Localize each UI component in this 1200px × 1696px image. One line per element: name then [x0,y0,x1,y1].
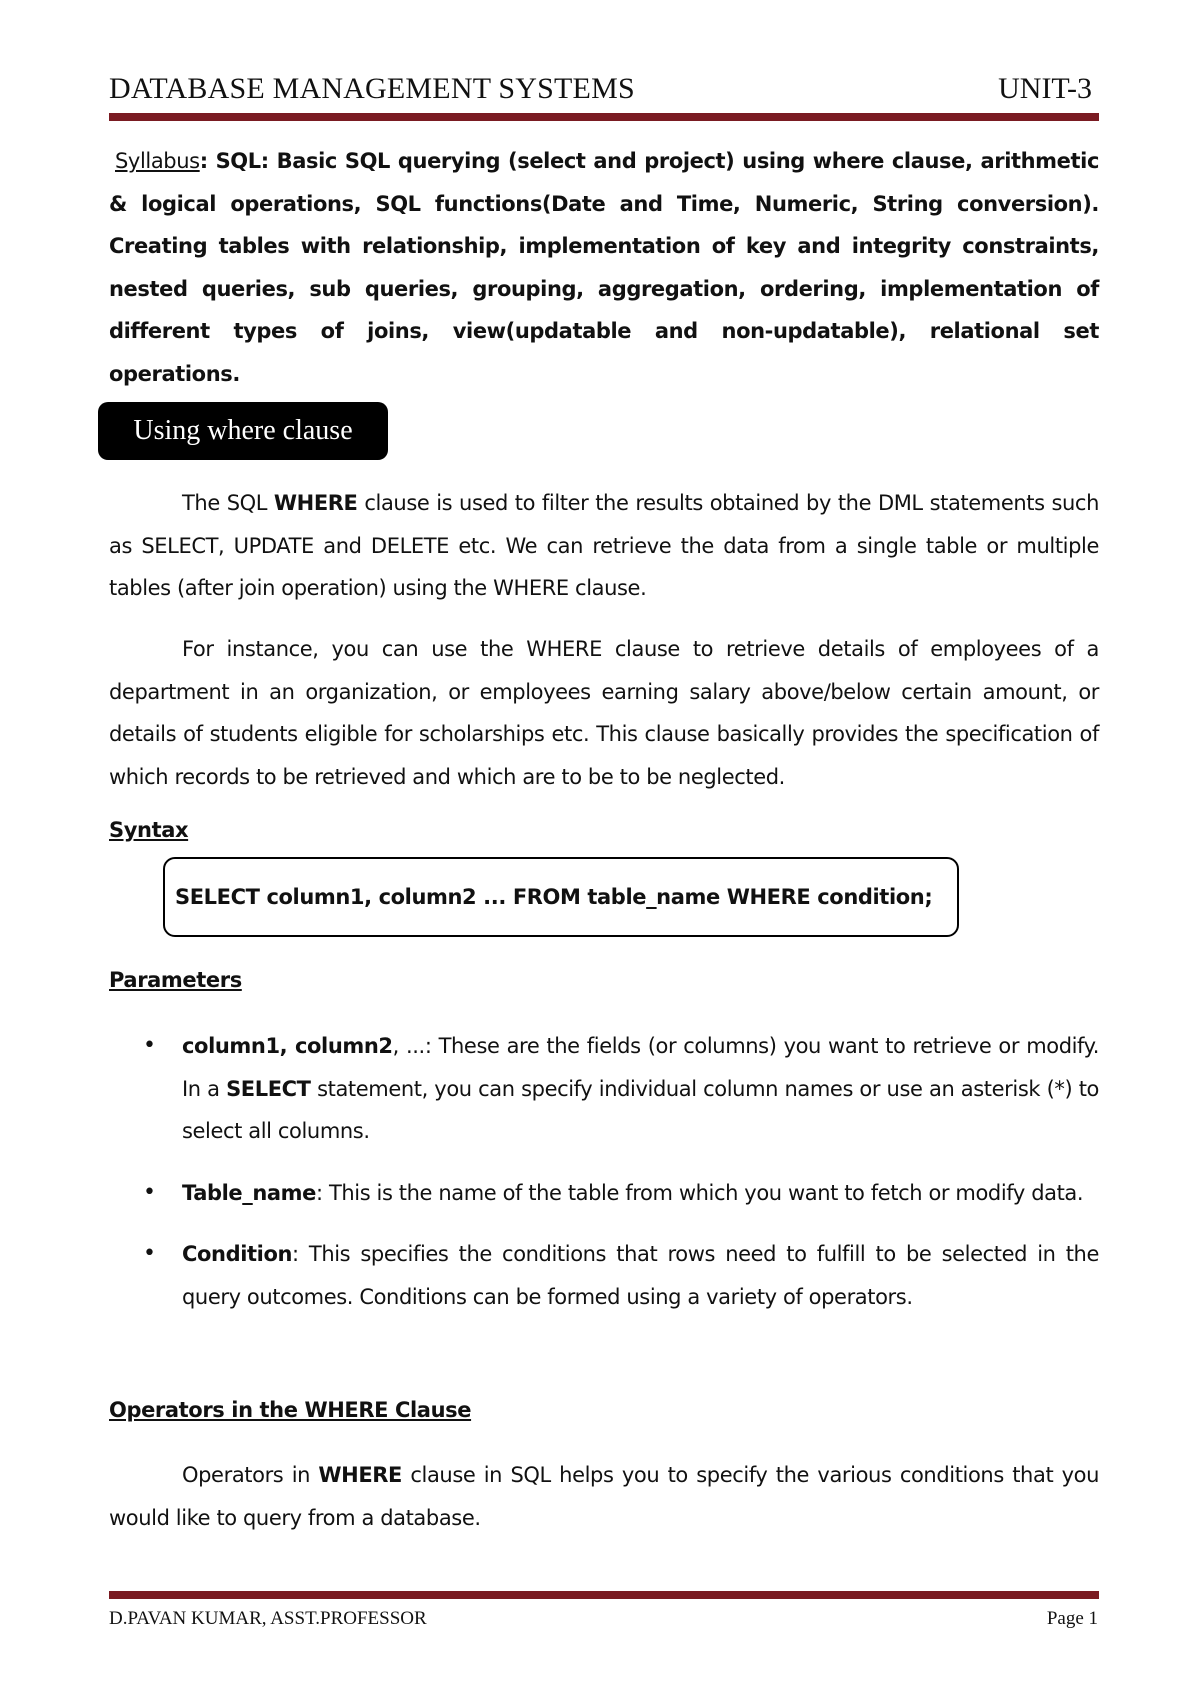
list-item [109,1233,1099,1318]
bullet-icon: • [143,1179,156,1205]
operators-paragraph [109,1454,1099,1539]
footer-author: D.PAVAN KUMAR, ASST.PROFESSOR [109,1608,427,1629]
param-term: column1, column2 [182,1034,393,1058]
intro-paragraph-1 [109,482,1099,610]
intro-text: The SQL [182,491,274,515]
operators-text: clause in SQL helps you to specify the various conditions that you would like to query from a database. [109,1463,1100,1530]
param-desc: , ...: These are the fields (or columns) you want to retrieve or modify. In a [182,1034,1099,1101]
syntax-heading: Syntax [109,818,189,842]
footer-page-number: Page 1 [1046,1608,1098,1629]
header-title: DATABASE MANAGEMENT SYSTEMS [109,72,635,105]
param-desc: : This is the name of the table from which you want to fetch or modify data. [316,1180,1084,1205]
footer-rule [109,1591,1099,1599]
syntax-code-box: SELECT column1, column2 ... FROM table_name WHERE condition; [163,857,959,937]
bullet-icon: • [143,1033,156,1058]
operators-heading: Operators in the WHERE Clause [109,1398,472,1422]
intro-text: clause is used to filter the results obtained by the DML statements such as SELECT, UPDATE and DELETE etc. We can retrieve the data from a single table or multiple tables (after join operation) using the WHERE clause. [109,491,1099,600]
parameters-list [109,1025,1099,1337]
operators-text: Operators in [182,1463,319,1487]
param-term: Table_name [182,1180,317,1205]
param-term: Condition [182,1242,293,1266]
syllabus-text: : SQL: Basic SQL querying (select and project) using where clause, arithmetic & logical operations, SQL functions(Date and Time, Numeric, String conversion). Creating tables with relationship, implementation of key and integrity constraints, nested queries, sub queries, grouping, aggregation, ordering, implementation of different types of joins, view(updatable and non-updatable), relational set operations. [109,149,1099,386]
header-unit: UNIT-3 [998,72,1092,105]
bullet-icon: • [143,1241,156,1266]
parameters-heading: Parameters [109,968,242,992]
param-keyword: SELECT [226,1076,311,1101]
intro-keyword: WHERE [273,491,358,515]
param-desc: statement, you can specify individual column names or use an asterisk (*) to select all columns. [182,1076,1099,1143]
section-title: Using where clause [98,402,388,460]
param-desc: : This specifies the conditions that rows need to fulfill to be selected in the query outcomes. Conditions can be formed using a variety of operators. [182,1242,1099,1309]
header-rule [109,113,1099,121]
intro-paragraph-2: For instance, you can use the WHERE clause to retrieve details of employees of a department in an organization, or employees earning salary above/below certain amount, or details of students eligible for scholarships etc. This clause basically provides the specification of which records to be retrieved and which are to be to be neglected. [109,637,1099,789]
syllabus-label: Syllabus [115,149,200,173]
list-item [109,1172,1099,1215]
list-item [109,1025,1099,1153]
syllabus-paragraph [109,140,1099,395]
operators-keyword: WHERE [318,1463,403,1487]
